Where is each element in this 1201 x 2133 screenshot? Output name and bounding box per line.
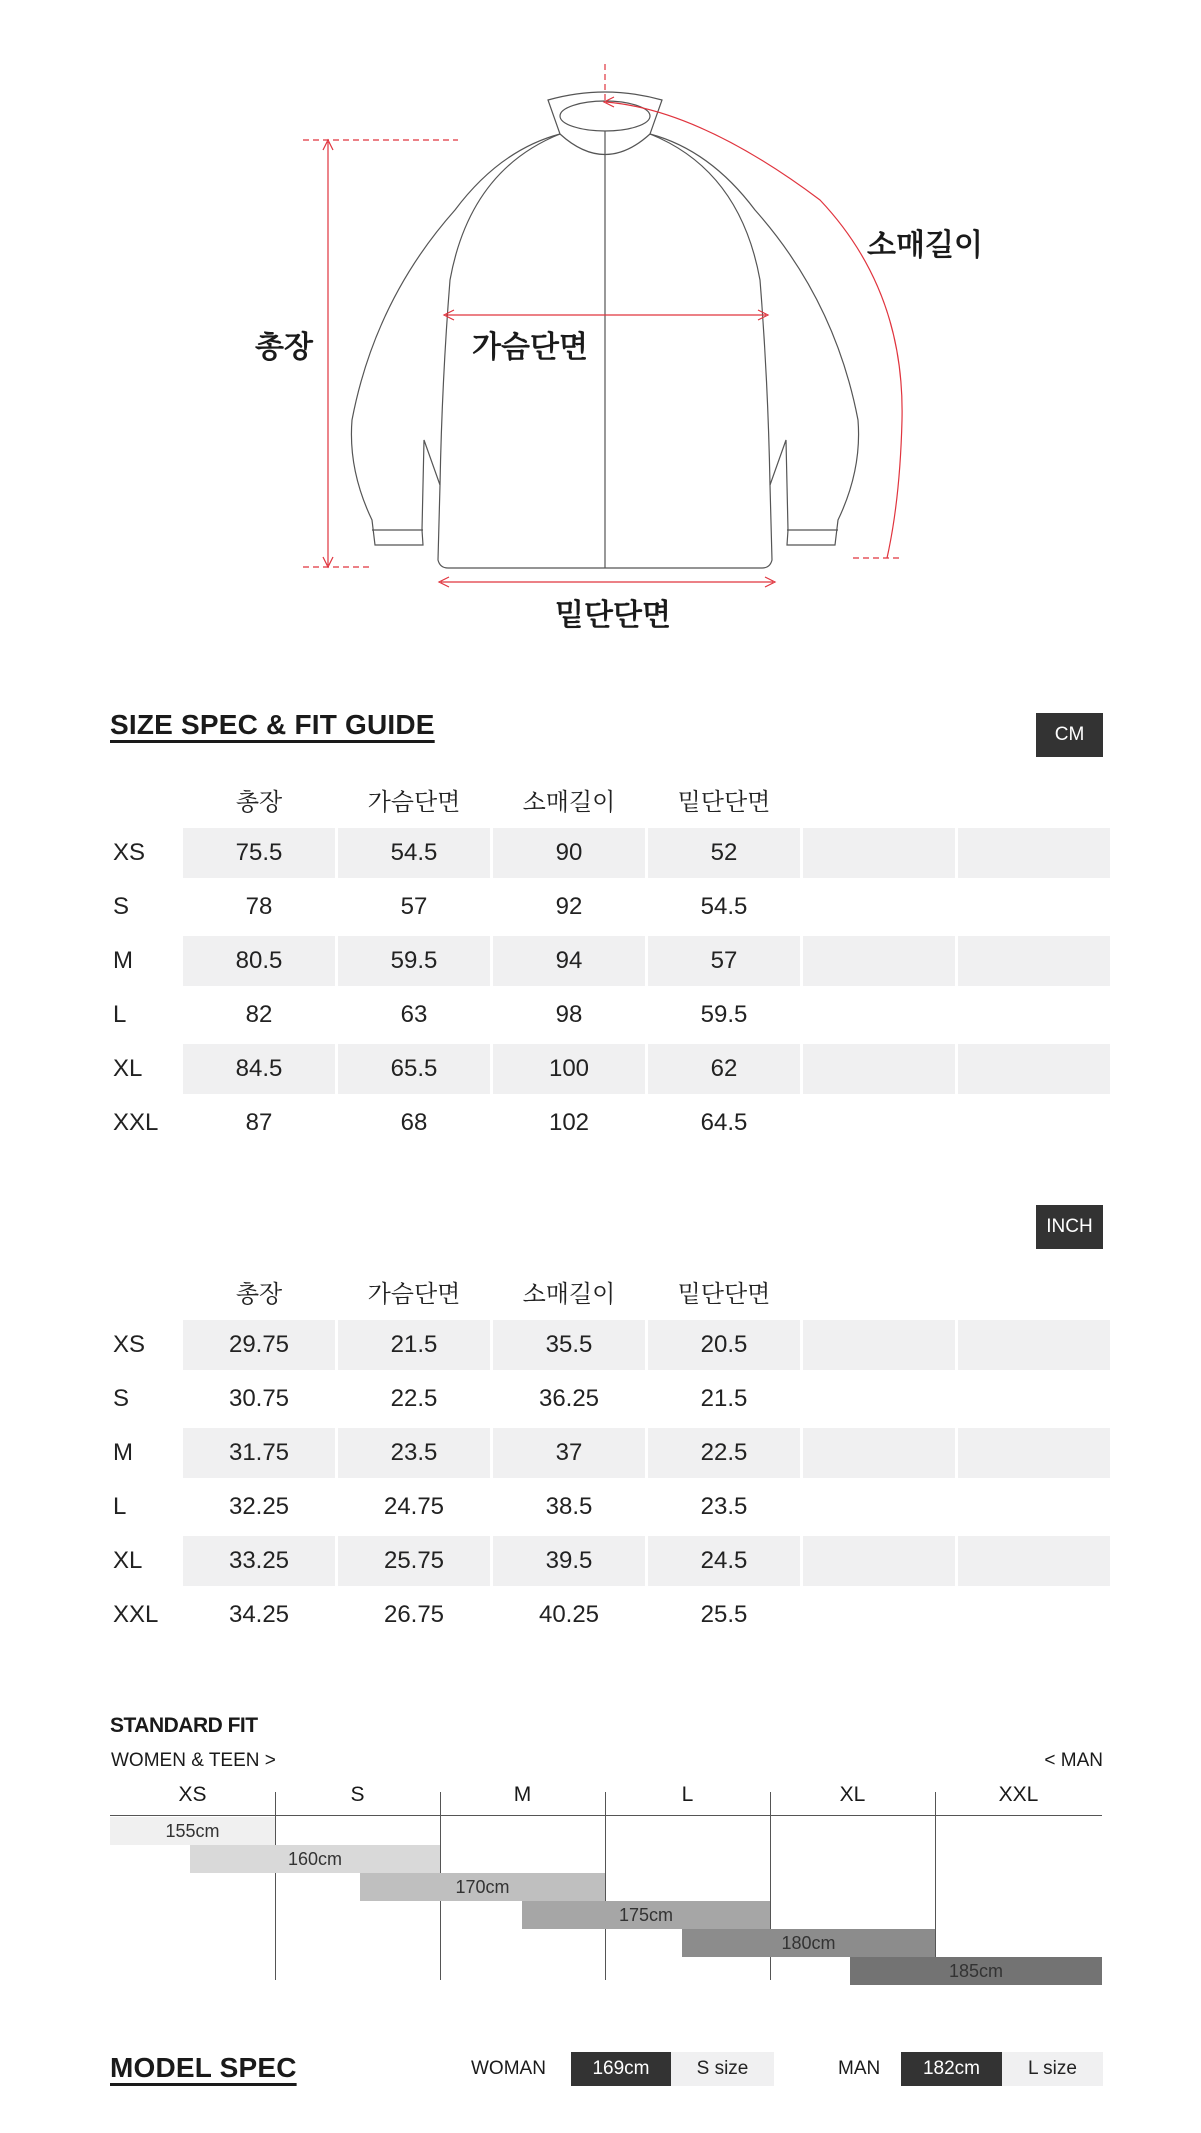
man-caption: < MAN <box>1044 1750 1103 1771</box>
height-bar-185: 185cm <box>850 1957 1102 1985</box>
size-label: M <box>113 947 133 974</box>
header-hem: 밑단단면 <box>677 1280 771 1308</box>
fit-header-divider <box>110 1815 1102 1816</box>
cell: 34.25 <box>228 1601 290 1628</box>
cell: 54.5 <box>700 893 748 920</box>
table-row <box>113 1044 1110 1094</box>
height-bar-175: 175cm <box>522 1901 770 1929</box>
cell: 33.25 <box>183 1536 335 1586</box>
standard-fit-title: STANDARD FIT <box>110 1714 258 1737</box>
collar-opening <box>560 101 650 131</box>
table-row <box>113 990 1110 1040</box>
cell: 54.5 <box>338 828 490 878</box>
cell: 78 <box>245 893 273 920</box>
cell: 98 <box>555 1001 583 1028</box>
table-row <box>113 882 1110 932</box>
cell: 62 <box>648 1044 800 1094</box>
cell: 29.75 <box>183 1320 335 1370</box>
size-label: XXL <box>113 1109 159 1136</box>
header-sleeve: 소매길이 <box>522 788 616 816</box>
cell: 65.5 <box>338 1044 490 1094</box>
cell: 84.5 <box>183 1044 335 1094</box>
size-label: XL <box>113 1055 143 1082</box>
header-chest: 가슴단면 <box>367 1280 461 1308</box>
cell: 87 <box>245 1109 273 1136</box>
table-header-row <box>113 1262 1110 1320</box>
cell: 52 <box>648 828 800 878</box>
model-spec-title: MODEL SPEC <box>110 2052 297 2083</box>
size-label: L <box>113 1493 127 1520</box>
fit-size-xs: XS <box>178 1783 207 1806</box>
cell: 20.5 <box>648 1320 800 1370</box>
woman-height-box: 169cm <box>571 2052 671 2086</box>
cell: 64.5 <box>700 1109 748 1136</box>
table-row <box>113 1590 1110 1640</box>
table-row <box>113 1536 1110 1586</box>
man-height-box: 182cm <box>901 2052 1002 2086</box>
size-spec-title: SIZE SPEC & FIT GUIDE <box>110 709 435 740</box>
cell: 24.5 <box>648 1536 800 1586</box>
cell: 26.75 <box>383 1601 445 1628</box>
cell: 22.5 <box>390 1385 438 1412</box>
table-row <box>113 1374 1110 1424</box>
raglan-seam-left <box>440 134 560 485</box>
cell: 59.5 <box>700 1001 748 1028</box>
cell: 23.5 <box>700 1493 748 1520</box>
cell: 92 <box>555 893 583 920</box>
cell: 102 <box>548 1109 590 1136</box>
fit-size-s: S <box>350 1783 365 1806</box>
sleeve-arc <box>606 102 902 558</box>
size-label: XL <box>113 1547 143 1574</box>
label-chest-width: 가슴단면 <box>472 331 588 364</box>
header-total-length: 총장 <box>235 1280 283 1308</box>
cell: 32.25 <box>228 1493 290 1520</box>
cell: 24.75 <box>383 1493 445 1520</box>
label-total-length: 총장 <box>255 331 313 364</box>
cell: 59.5 <box>338 936 490 986</box>
size-label: L <box>113 1001 127 1028</box>
cell: 38.5 <box>545 1493 593 1520</box>
cell: 80.5 <box>183 936 335 986</box>
man-size-box: L size <box>1002 2052 1103 2086</box>
size-label: S <box>113 1385 130 1412</box>
height-bar-170: 170cm <box>360 1873 605 1901</box>
cell: 100 <box>493 1044 645 1094</box>
header-chest: 가슴단면 <box>367 788 461 816</box>
woman-size-box: S size <box>671 2052 774 2086</box>
height-bar-160: 160cm <box>190 1845 440 1873</box>
jacket-measurement-diagram <box>0 0 1201 660</box>
fit-size-xl: XL <box>839 1783 866 1806</box>
height-bar-180: 180cm <box>682 1929 935 1957</box>
cell: 75.5 <box>183 828 335 878</box>
cell: 63 <box>400 1001 428 1028</box>
table-header-row <box>113 770 1110 828</box>
size-label: S <box>113 893 130 920</box>
woman-label: WOMAN <box>471 2058 546 2079</box>
size-label: M <box>113 1439 133 1466</box>
fit-size-m: M <box>513 1783 532 1806</box>
cell: 90 <box>493 828 645 878</box>
cm-size-table <box>110 770 1113 1148</box>
women-teen-caption: WOMEN & TEEN > <box>111 1750 276 1771</box>
cell: 94 <box>493 936 645 986</box>
cell: 30.75 <box>228 1385 290 1412</box>
header-total-length: 총장 <box>235 788 283 816</box>
inch-size-table <box>110 1262 1113 1640</box>
man-label: MAN <box>838 2058 881 2079</box>
cell: 68 <box>400 1109 428 1136</box>
cell: 36.25 <box>538 1385 600 1412</box>
fit-column-divider <box>605 1792 606 1980</box>
table-row <box>113 1428 1110 1478</box>
fit-column-divider <box>275 1792 276 1980</box>
header-sleeve: 소매길이 <box>522 1280 616 1308</box>
fit-size-xxl: XXL <box>998 1783 1039 1806</box>
table-row <box>113 1098 1110 1148</box>
label-sleeve-length: 소매길이 <box>867 229 983 262</box>
raglan-seam-right <box>650 134 770 485</box>
cell: 25.5 <box>700 1601 748 1628</box>
cell: 35.5 <box>493 1320 645 1370</box>
fit-column-divider <box>935 1792 936 1980</box>
table-row <box>113 1482 1110 1532</box>
label-hem-width: 밑단단면 <box>555 599 671 632</box>
cell: 22.5 <box>648 1428 800 1478</box>
cell: 57 <box>648 936 800 986</box>
cell: 31.75 <box>183 1428 335 1478</box>
size-label: XXL <box>113 1601 159 1628</box>
cell: 23.5 <box>338 1428 490 1478</box>
cell: 40.25 <box>538 1601 600 1628</box>
cell: 39.5 <box>493 1536 645 1586</box>
cm-unit-badge: CM <box>1036 713 1103 757</box>
size-label: XS <box>113 839 146 866</box>
cell: 21.5 <box>338 1320 490 1370</box>
table-row <box>113 1320 1110 1370</box>
cell: 82 <box>245 1001 273 1028</box>
table-row <box>113 828 1110 878</box>
cell: 37 <box>493 1428 645 1478</box>
fit-size-l: L <box>681 1783 694 1806</box>
size-label: XS <box>113 1331 146 1358</box>
cell: 21.5 <box>700 1385 748 1412</box>
height-bar-155: 155cm <box>110 1817 275 1845</box>
table-row <box>113 936 1110 986</box>
header-hem: 밑단단면 <box>677 788 771 816</box>
cell: 57 <box>400 893 428 920</box>
inch-unit-badge: INCH <box>1036 1205 1103 1249</box>
cell: 25.75 <box>338 1536 490 1586</box>
